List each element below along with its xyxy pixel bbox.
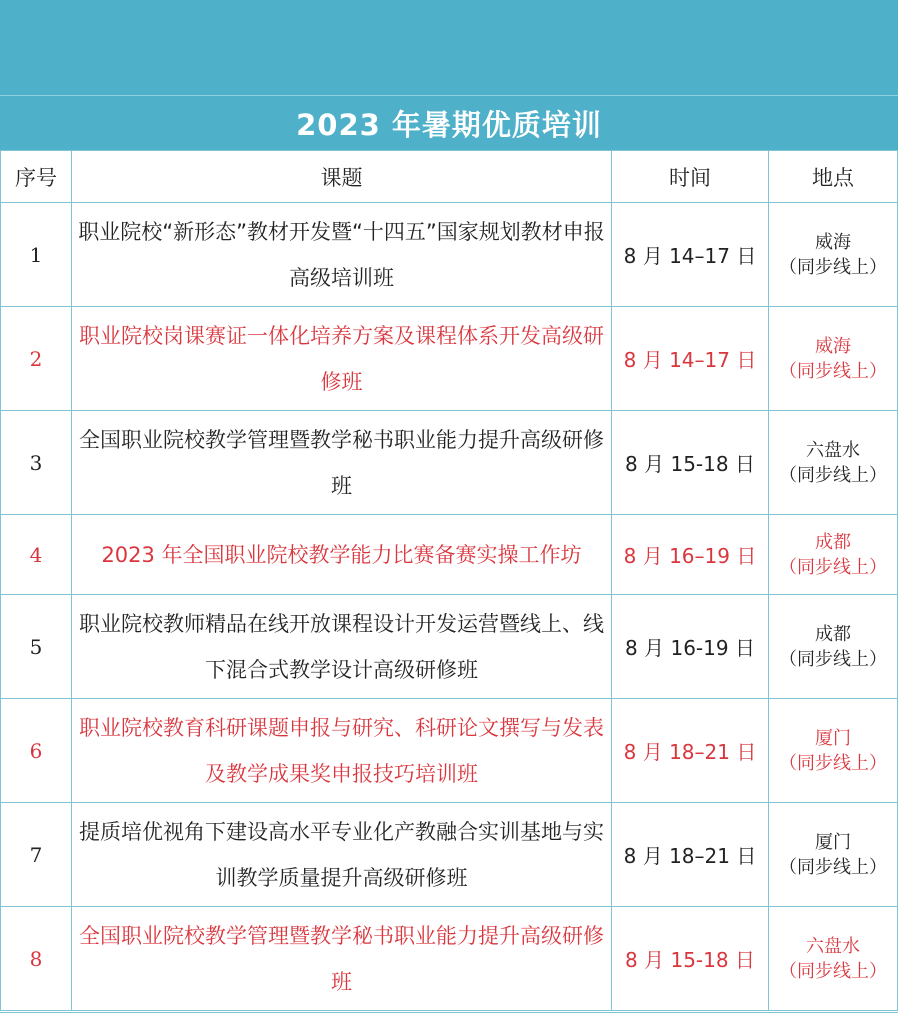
table-row	[1, 907, 898, 1011]
header-num: 序号	[1, 151, 72, 203]
title-bar	[0, 95, 898, 150]
row-num: 4	[1, 515, 72, 595]
row-topic: 2023 年全国职业院校教学能力比赛备赛实操工作坊	[72, 515, 612, 595]
row-time: 8 月 14–17 日	[612, 203, 769, 307]
row-place	[769, 411, 898, 515]
table-row	[1, 307, 898, 411]
place-mode: （同步线上）	[779, 360, 887, 382]
row-time: 8 月 15-18 日	[612, 411, 769, 515]
row-topic: 职业院校岗课赛证一体化培养方案及课程体系开发高级研修班	[72, 307, 612, 411]
place-mode: （同步线上）	[779, 556, 887, 578]
page-title: 2023 年暑期优质培训	[296, 107, 602, 142]
row-num: 7	[1, 803, 72, 907]
place-city: 厦门	[815, 831, 851, 853]
table-row	[1, 803, 898, 907]
row-topic: 全国职业院校教学管理暨教学秘书职业能力提升高级研修班	[72, 411, 612, 515]
place-city: 威海	[815, 335, 851, 357]
row-place	[769, 515, 898, 595]
table-row	[1, 699, 898, 803]
row-num: 1	[1, 203, 72, 307]
header-place: 地点	[769, 151, 898, 203]
row-place	[769, 595, 898, 699]
table-row	[1, 595, 898, 699]
row-time: 8 月 15-18 日	[612, 907, 769, 1011]
place-city: 六盘水	[806, 439, 860, 461]
row-time: 8 月 16–19 日	[612, 515, 769, 595]
training-schedule-table	[0, 150, 898, 1011]
row-time: 8 月 18–21 日	[612, 803, 769, 907]
place-mode: （同步线上）	[779, 648, 887, 670]
row-place	[769, 699, 898, 803]
row-topic: 职业院校教师精品在线开放课程设计开发运营暨线上、线下混合式教学设计高级研修班	[72, 595, 612, 699]
row-num: 2	[1, 307, 72, 411]
place-city: 六盘水	[806, 935, 860, 957]
row-place	[769, 203, 898, 307]
row-topic: 职业院校教育科研课题申报与研究、科研论文撰写与发表及教学成果奖申报技巧培训班	[72, 699, 612, 803]
row-topic: 全国职业院校教学管理暨教学秘书职业能力提升高级研修班	[72, 907, 612, 1011]
top-banner	[0, 0, 898, 95]
place-city: 成都	[815, 531, 851, 553]
place-mode: （同步线上）	[779, 960, 887, 982]
row-num: 6	[1, 699, 72, 803]
place-mode: （同步线上）	[779, 856, 887, 878]
table-row	[1, 411, 898, 515]
row-place	[769, 307, 898, 411]
place-city: 厦门	[815, 727, 851, 749]
header-time: 时间	[612, 151, 769, 203]
header-topic: 课题	[72, 151, 612, 203]
row-num: 8	[1, 907, 72, 1011]
row-time: 8 月 14–17 日	[612, 307, 769, 411]
row-place	[769, 803, 898, 907]
table-row	[1, 203, 898, 307]
place-mode: （同步线上）	[779, 752, 887, 774]
row-num: 3	[1, 411, 72, 515]
row-time: 8 月 18–21 日	[612, 699, 769, 803]
place-city: 成都	[815, 623, 851, 645]
row-num: 5	[1, 595, 72, 699]
table-row	[1, 515, 898, 595]
place-mode: （同步线上）	[779, 256, 887, 278]
place-city: 威海	[815, 231, 851, 253]
row-place	[769, 907, 898, 1011]
table-header-row	[1, 151, 898, 203]
row-time: 8 月 16-19 日	[612, 595, 769, 699]
row-topic: 提质培优视角下建设高水平专业化产教融合实训基地与实训教学质量提升高级研修班	[72, 803, 612, 907]
place-mode: （同步线上）	[779, 464, 887, 486]
row-topic: 职业院校“新形态”教材开发暨“十四五”国家规划教材申报高级培训班	[72, 203, 612, 307]
